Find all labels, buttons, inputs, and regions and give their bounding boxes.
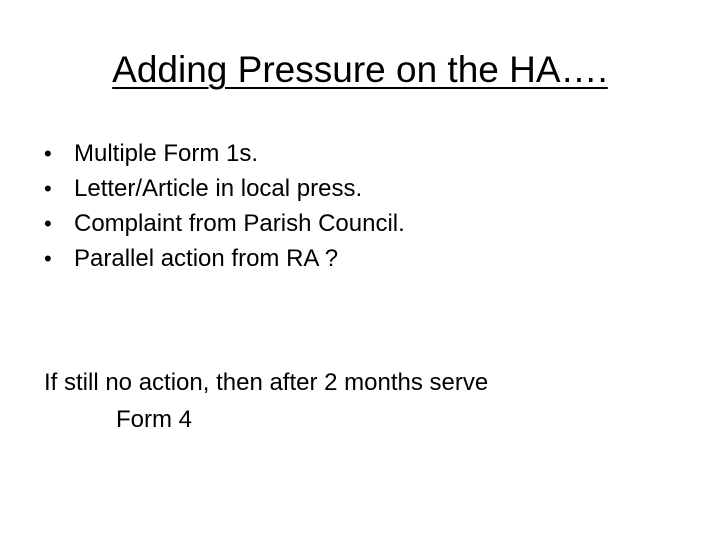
bullet-text: Letter/Article in local press. — [74, 175, 363, 202]
bullet-text: Multiple Form 1s. — [74, 140, 259, 167]
note-line: Form 4 — [116, 406, 193, 433]
bullet-marker: • — [44, 176, 52, 201]
note-paragraph — [44, 364, 684, 438]
note-line: If still no action, then after 2 months serve — [44, 369, 489, 396]
slide-title: Adding Pressure on the HA…. — [112, 49, 608, 90]
bullet-marker: • — [44, 246, 52, 271]
bullet-text: Complaint from Parish Council. — [74, 210, 405, 237]
bullet-marker: • — [44, 141, 52, 166]
bullet-marker: • — [44, 211, 52, 236]
bullet-text: Parallel action from RA ? — [74, 245, 339, 272]
